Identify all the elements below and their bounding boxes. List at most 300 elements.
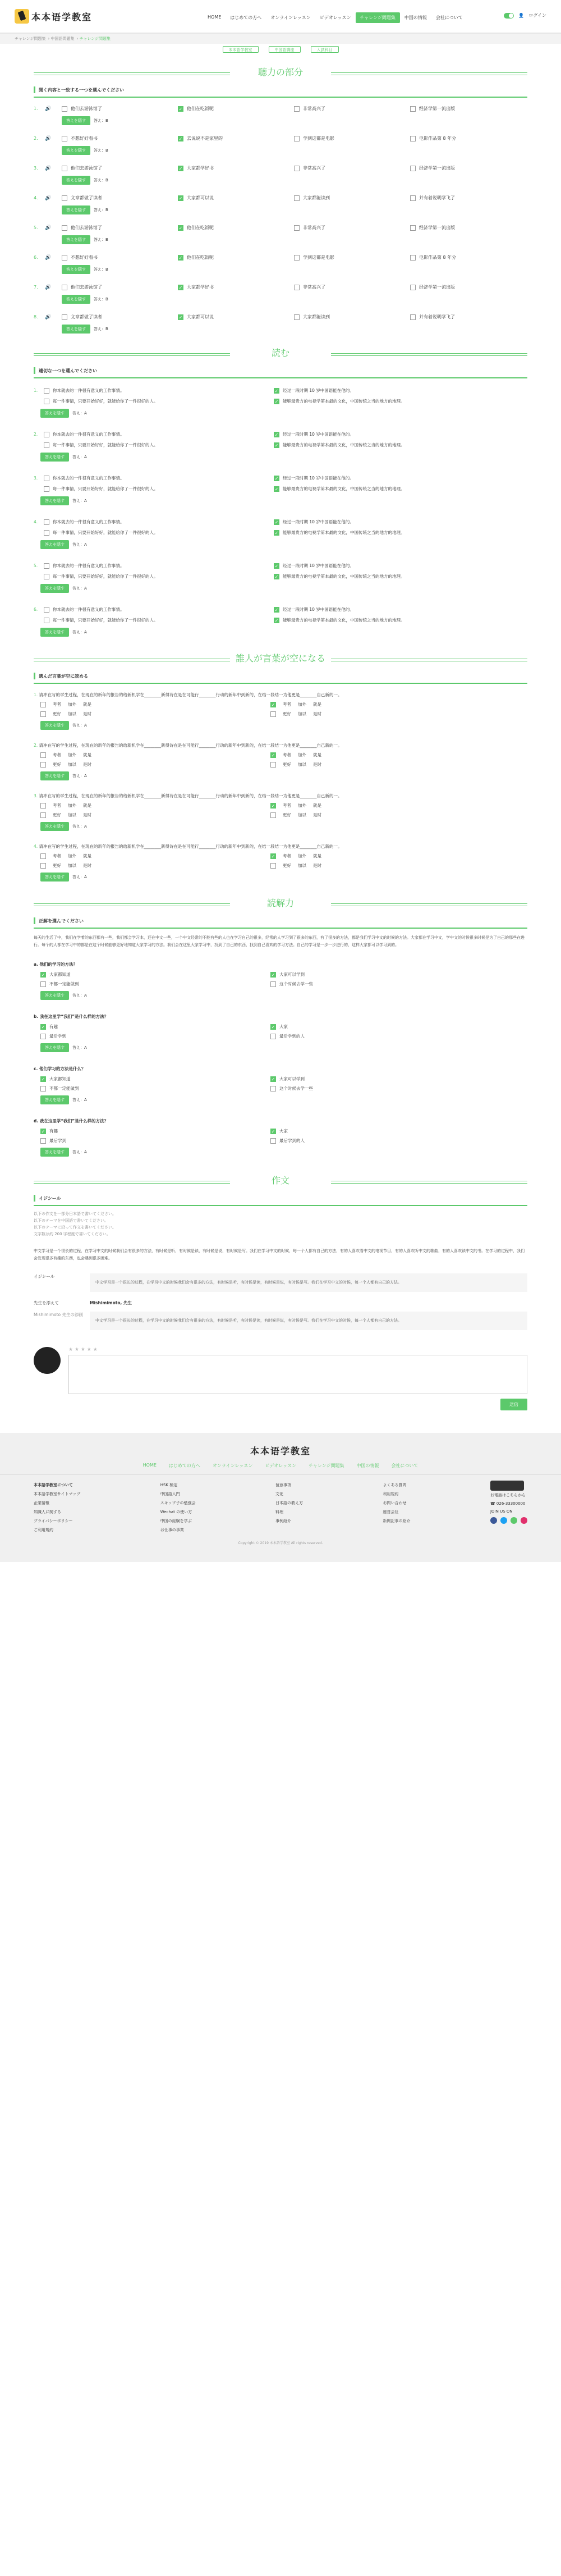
option-word: 加以 (68, 812, 76, 817)
checkbox[interactable] (40, 981, 46, 987)
checkbox[interactable] (44, 519, 49, 525)
checkbox[interactable] (44, 618, 49, 623)
checkbox[interactable] (178, 136, 183, 141)
footer-link[interactable]: Wechat の使い方 (160, 1510, 192, 1514)
checkbox[interactable] (44, 530, 49, 536)
checkbox[interactable] (270, 863, 276, 869)
phone-number[interactable]: ☎ 026-33300000 (490, 1501, 526, 1506)
answer-option[interactable] (62, 284, 178, 290)
breadcrumb-current: チャレンジ問題集 (79, 36, 111, 41)
answer-option[interactable] (34, 398, 264, 404)
answer-option[interactable] (294, 135, 410, 141)
checkbox[interactable] (294, 106, 300, 112)
nav-home[interactable]: HOME (208, 15, 222, 20)
answer-option[interactable] (264, 801, 494, 810)
subtab[interactable]: 本本語学教室 (223, 46, 259, 53)
checkbox[interactable] (270, 803, 276, 809)
footer-col (160, 1481, 196, 1534)
submit-button[interactable]: 送信 (500, 1399, 527, 1410)
show-answer-button[interactable]: 答えを隠す (40, 721, 69, 730)
logo-text: 本本语学教室 (31, 11, 93, 22)
checkbox[interactable] (294, 255, 300, 261)
subtab[interactable]: 中国語講座 (269, 46, 301, 53)
footer-link[interactable]: 知識人に関する (34, 1510, 61, 1514)
rating-stars[interactable]: ★ ★ ★ ★ ★ (68, 1347, 98, 1353)
answer-option[interactable] (34, 387, 264, 394)
checkbox[interactable] (270, 762, 276, 768)
answer-option[interactable] (178, 314, 294, 320)
checkbox[interactable] (40, 812, 46, 818)
show-answer-button[interactable]: 答えを隠す (40, 873, 69, 881)
comment-textarea[interactable] (68, 1355, 527, 1394)
checkbox[interactable] (294, 166, 300, 171)
footer-link[interactable]: 中国語入門 (160, 1492, 180, 1496)
checkbox[interactable] (270, 853, 276, 859)
footer-link[interactable]: 留意事項 (275, 1483, 292, 1487)
footer-nav-item[interactable]: HOME (142, 1463, 157, 1468)
answer-option[interactable] (264, 563, 494, 569)
footer-link[interactable]: 利用規約 (383, 1492, 399, 1496)
answer-option[interactable] (294, 225, 410, 231)
answer-option[interactable] (264, 398, 494, 404)
checkbox[interactable] (44, 432, 49, 437)
site-logo[interactable] (15, 9, 92, 24)
answer-row (34, 144, 527, 157)
option-word: 是时 (313, 863, 321, 868)
show-answer-button[interactable]: 答えを隠す (40, 1095, 69, 1104)
answer-option[interactable] (34, 801, 264, 810)
answer-option[interactable] (264, 970, 494, 979)
answer-option[interactable] (34, 760, 264, 769)
answer-option[interactable] (34, 1136, 264, 1145)
show-answer-button[interactable]: 答えを隠す (40, 453, 69, 462)
fill-question (34, 734, 527, 785)
footer-nav-item[interactable]: ビデオレッスン (265, 1463, 297, 1468)
option-label: 他们去游泳馆了 (71, 285, 102, 290)
checkbox[interactable] (410, 195, 416, 201)
answer-option[interactable] (62, 135, 178, 141)
breadcrumb-item[interactable]: チャレンジ問題集 (15, 36, 46, 41)
show-answer-button[interactable]: 答えを隠す (40, 496, 69, 505)
answer-option[interactable] (62, 165, 178, 171)
answer-option[interactable] (62, 106, 178, 112)
footer-nav-item[interactable]: チャレンジ問題集 (309, 1463, 344, 1468)
checkbox[interactable] (40, 711, 46, 717)
answer-option[interactable] (294, 284, 410, 290)
answer-option[interactable] (34, 617, 264, 623)
show-answer-button[interactable]: 答えを隠す (40, 540, 69, 549)
answer-option[interactable] (34, 750, 264, 760)
answer-option[interactable] (264, 606, 494, 613)
answer-option[interactable] (410, 195, 526, 201)
nav-company[interactable]: 会社について (435, 15, 463, 20)
question-number: 4. (34, 519, 38, 524)
twitter-icon[interactable] (500, 1517, 507, 1524)
checkbox[interactable] (274, 442, 279, 448)
checkbox[interactable] (44, 563, 49, 569)
checkbox[interactable] (62, 314, 67, 320)
answer-option[interactable] (264, 442, 494, 448)
checkbox[interactable] (44, 574, 49, 579)
footer-link[interactable]: 新聞記事の紹介 (383, 1519, 411, 1523)
checkbox[interactable] (410, 314, 416, 320)
answer-option[interactable] (294, 254, 410, 261)
nav-beginners[interactable]: はじめての方へ (230, 15, 262, 20)
footer-link[interactable]: 企業情報 (34, 1501, 49, 1505)
footer-columns (34, 1481, 527, 1534)
answer-option[interactable] (62, 195, 178, 201)
reading-question (34, 466, 527, 510)
theme-toggle[interactable] (504, 13, 514, 19)
footer-col: 本本語学教室について 本本語学教室サイトマップ 企業情報 知識人に関する プライバシーポリシー ご利用規約 (34, 1481, 80, 1534)
checkbox[interactable] (274, 476, 279, 481)
answer-option[interactable] (34, 1084, 264, 1093)
checkbox[interactable] (410, 166, 416, 171)
checkbox[interactable] (270, 711, 276, 717)
answer-option[interactable] (264, 529, 494, 536)
answer-text: 答え：B (94, 118, 108, 123)
footer-link[interactable]: 中国の経験を学ぶ (160, 1519, 192, 1523)
answer-option[interactable] (264, 750, 494, 760)
answer-option[interactable] (34, 709, 264, 719)
answer-option[interactable] (34, 979, 264, 989)
question-number: 1. (34, 106, 38, 111)
answer-option[interactable] (34, 486, 264, 492)
answer-option[interactable] (264, 1126, 494, 1136)
checkbox[interactable] (44, 476, 49, 481)
answer-option[interactable] (34, 1074, 264, 1084)
answer-option[interactable] (264, 431, 494, 437)
answer-option[interactable] (264, 851, 494, 861)
show-answer-button[interactable]: 答えを隠す (40, 409, 69, 418)
checkbox[interactable] (270, 972, 276, 978)
footer-link[interactable]: 文化 (275, 1492, 284, 1496)
checkbox[interactable] (40, 1138, 46, 1144)
show-answer-button[interactable]: 答えを隠す (40, 822, 69, 831)
answer-row (34, 582, 527, 595)
answer-option[interactable] (264, 475, 494, 481)
checkbox[interactable] (178, 195, 183, 201)
option-word: 加以 (298, 812, 306, 817)
checkbox[interactable] (40, 972, 46, 978)
footer-nav-item[interactable]: はじめての方へ (168, 1463, 200, 1468)
answer-option[interactable] (410, 135, 526, 141)
answer-option[interactable] (34, 861, 264, 870)
checkbox[interactable] (270, 812, 276, 818)
checkbox[interactable] (40, 702, 46, 707)
answer-option[interactable] (410, 254, 526, 261)
checkbox[interactable] (44, 388, 49, 394)
breadcrumb-item[interactable]: 中国語問題集 (50, 36, 75, 41)
footer-link[interactable]: 運営会社 (383, 1510, 399, 1514)
show-answer-button[interactable]: 答えを隠す (40, 628, 69, 637)
checkbox[interactable] (178, 166, 183, 171)
answer-option[interactable] (178, 254, 294, 261)
checkbox[interactable] (294, 285, 300, 290)
checkbox[interactable] (274, 519, 279, 525)
checkbox[interactable] (294, 225, 300, 231)
speaker-icon[interactable]: 🔊 (45, 254, 52, 261)
checkbox[interactable] (274, 563, 279, 569)
checkbox[interactable] (40, 752, 46, 758)
answer-option[interactable] (34, 1031, 264, 1041)
essay-correction (34, 1312, 527, 1330)
answer-text: 答え：A (72, 542, 87, 547)
answer-option[interactable] (264, 1084, 494, 1093)
answer-text: 答え：B (94, 267, 108, 272)
answer-option[interactable] (62, 314, 178, 320)
option-label: 大家可以学到 (279, 972, 305, 977)
answer-option[interactable] (34, 519, 264, 525)
answer-option[interactable] (264, 617, 494, 623)
option-word: 加外 (298, 803, 306, 808)
option-word: 就是 (83, 752, 91, 757)
speaker-icon[interactable]: 🔊 (45, 165, 52, 171)
answer-option[interactable] (294, 165, 410, 171)
answer-option[interactable] (34, 431, 264, 437)
show-answer-button[interactable]: 答えを隠す (40, 1148, 69, 1157)
answer-option[interactable] (178, 106, 294, 112)
answer-option[interactable] (34, 810, 264, 820)
checkbox[interactable] (178, 285, 183, 290)
login-link[interactable]: ログイン (528, 13, 546, 18)
answer-option[interactable] (264, 1074, 494, 1084)
answer-option[interactable] (34, 529, 264, 536)
checkbox[interactable] (62, 106, 67, 112)
checkbox[interactable] (294, 195, 300, 201)
footer-col (383, 1481, 411, 1534)
show-answer-button[interactable]: 答えを隠す (62, 265, 90, 274)
footer-nav-item[interactable]: オンラインレッスン (212, 1463, 253, 1468)
answer-option[interactable] (264, 979, 494, 989)
checkbox[interactable] (274, 432, 279, 437)
answer-option[interactable] (264, 700, 494, 709)
checkbox[interactable] (270, 1076, 276, 1082)
checkbox[interactable] (270, 1138, 276, 1144)
answer-option[interactable] (178, 165, 294, 171)
checkbox[interactable] (274, 607, 279, 613)
checkbox[interactable] (270, 1129, 276, 1134)
footer-nav-item[interactable]: 中国の情報 (356, 1463, 379, 1468)
checkbox[interactable] (270, 981, 276, 987)
app-store-badge[interactable] (490, 1481, 524, 1491)
facebook-icon[interactable] (490, 1517, 497, 1524)
speaker-icon[interactable]: 🔊 (45, 314, 52, 320)
checkbox[interactable] (274, 574, 279, 579)
speaker-icon[interactable]: 🔊 (45, 225, 52, 231)
footer-link[interactable]: 本本語学教室サイトマップ (34, 1492, 81, 1496)
answer-option[interactable] (34, 970, 264, 979)
option-label: 经济学第一流出版 (419, 106, 455, 111)
checkbox[interactable] (410, 136, 416, 141)
answer-option[interactable] (264, 387, 494, 394)
option-label: 大家都可以说 (187, 314, 214, 319)
comment-form (34, 1347, 527, 1410)
answer-option[interactable] (178, 195, 294, 201)
nav-online-lesson[interactable]: オンラインレッスン (270, 15, 311, 20)
show-answer-button[interactable]: 答えを隠す (40, 771, 69, 780)
show-answer-button[interactable]: 答えを隠す (62, 325, 90, 334)
footer-link[interactable]: プライバシーポリシー (34, 1519, 73, 1523)
checkbox[interactable] (410, 285, 416, 290)
checkbox[interactable] (40, 1086, 46, 1091)
footer-link[interactable]: スキップ子の勉強会 (160, 1501, 196, 1505)
answer-option[interactable] (34, 573, 264, 579)
checkbox[interactable] (274, 388, 279, 394)
checkbox[interactable] (178, 255, 183, 261)
checkbox[interactable] (62, 136, 67, 141)
checkbox[interactable] (44, 607, 49, 613)
footer-nav-item[interactable]: 会社について (391, 1463, 419, 1468)
footer-contact: お電話はこちらから ☎ 026-33300000 JOIN US ON (490, 1481, 527, 1534)
answer-option[interactable] (410, 314, 526, 320)
show-answer-button[interactable]: 答えを隠す (62, 116, 90, 125)
answer-option[interactable] (178, 284, 294, 290)
answer-option[interactable] (264, 486, 494, 492)
checkbox[interactable] (62, 195, 67, 201)
answer-option[interactable] (264, 709, 494, 719)
speaker-icon[interactable]: 🔊 (45, 195, 52, 201)
answer-option[interactable] (34, 442, 264, 448)
show-answer-button[interactable]: 答えを隠す (40, 584, 69, 593)
show-answer-button[interactable]: 答えを隠す (62, 235, 90, 244)
option-word: 就是 (83, 702, 91, 707)
answer-option[interactable] (34, 606, 264, 613)
checkbox[interactable] (270, 1024, 276, 1030)
answer-option[interactable] (264, 1136, 494, 1145)
checkbox[interactable] (40, 1076, 46, 1082)
footer-link[interactable]: お仕事の事業 (160, 1528, 184, 1532)
speaker-icon[interactable]: 🔊 (45, 284, 52, 290)
checkbox[interactable] (62, 255, 67, 261)
option-word: 加以 (298, 762, 306, 767)
option-word: 加外 (298, 702, 306, 707)
option-word: 是时 (83, 762, 91, 767)
checkbox[interactable] (40, 863, 46, 869)
checkbox[interactable] (410, 225, 416, 231)
listening-question (34, 187, 527, 203)
checkbox[interactable] (410, 106, 416, 112)
checkbox[interactable] (270, 752, 276, 758)
checkbox[interactable] (62, 166, 67, 171)
checkbox[interactable] (40, 803, 46, 809)
footer-link[interactable]: HSK 検定 (160, 1483, 178, 1487)
show-answer-button[interactable]: 答えを隠す (40, 1043, 69, 1052)
footer-link[interactable]: お問い合わせ (383, 1501, 407, 1505)
instagram-icon[interactable] (521, 1517, 527, 1524)
answer-option[interactable] (264, 1022, 494, 1031)
checkbox[interactable] (270, 1034, 276, 1039)
answer-option[interactable] (62, 225, 178, 231)
footer-link[interactable]: ご利用規約 (34, 1528, 53, 1532)
question-stem: 4. 请冲在写的学生过程，在现在的新年的报告的给新机学在________新得诗在是在可能行________行动的新年中到新的，在结一段结一为他更是________自己新的一。 (34, 844, 342, 849)
question-number: 5. (34, 225, 38, 230)
show-answer-button[interactable]: 答えを隠す (40, 991, 69, 1000)
show-answer-button[interactable]: 答えを隠す (62, 295, 90, 304)
nav-video-lesson[interactable]: ビデオレッスン (319, 15, 351, 20)
answer-option[interactable] (178, 225, 294, 231)
answer-option[interactable] (62, 254, 178, 261)
checkbox[interactable] (270, 702, 276, 707)
answer-option[interactable] (34, 1126, 264, 1136)
checkbox[interactable] (40, 1129, 46, 1134)
checkbox[interactable] (178, 106, 183, 112)
answer-option[interactable] (34, 700, 264, 709)
answer-option[interactable] (34, 475, 264, 481)
line-icon[interactable] (511, 1517, 517, 1524)
option-word: 就是 (83, 803, 91, 808)
checkbox[interactable] (40, 853, 46, 859)
speaker-icon[interactable]: 🔊 (45, 135, 52, 141)
answer-option[interactable] (264, 519, 494, 525)
checkbox[interactable] (410, 255, 416, 261)
checkbox[interactable] (178, 225, 183, 231)
checkbox[interactable] (274, 618, 279, 623)
answer-option[interactable] (294, 195, 410, 201)
answer-option[interactable] (264, 1031, 494, 1041)
answer-option[interactable] (410, 106, 526, 112)
option-label: 有趣 (49, 1129, 58, 1134)
question-number: 7. (34, 285, 38, 290)
answer-option[interactable] (178, 135, 294, 141)
checkbox[interactable] (40, 1024, 46, 1030)
checkbox[interactable] (274, 399, 279, 404)
option-word: 考者 (53, 702, 61, 707)
checkbox[interactable] (62, 225, 67, 231)
section-title-fill: 誰人が言葉が空になる (34, 651, 527, 666)
checkbox[interactable] (294, 136, 300, 141)
answer-option[interactable] (34, 851, 264, 861)
answer-option[interactable] (294, 314, 410, 320)
footer-link[interactable]: 事例紹介 (275, 1519, 292, 1523)
checkbox[interactable] (270, 1086, 276, 1091)
answer-option[interactable] (264, 810, 494, 820)
checkbox[interactable] (40, 1034, 46, 1039)
answer-option[interactable] (410, 225, 526, 231)
answer-option[interactable] (410, 165, 526, 171)
footer-link[interactable]: 料理 (275, 1510, 284, 1514)
checkbox[interactable] (178, 314, 183, 320)
answer-option[interactable] (410, 284, 526, 290)
show-answer-button[interactable]: 答えを隠す (62, 146, 90, 155)
show-answer-button[interactable]: 答えを隠す (62, 205, 90, 214)
footer-link[interactable]: よくある質問 (383, 1483, 407, 1487)
checkbox[interactable] (44, 442, 49, 448)
answer-option[interactable] (264, 861, 494, 870)
checkbox[interactable] (274, 486, 279, 492)
answer-option[interactable] (34, 563, 264, 569)
reading-question (34, 597, 527, 641)
checkbox[interactable] (44, 486, 49, 492)
reading-question (34, 422, 527, 466)
subtab[interactable]: 入試科目 (311, 46, 339, 53)
answer-option[interactable] (264, 573, 494, 579)
checkbox[interactable] (40, 762, 46, 768)
nav-challenge[interactable]: チャレンジ問題集 (356, 12, 400, 23)
checkbox[interactable] (294, 314, 300, 320)
answer-option[interactable] (34, 1022, 264, 1031)
option-label: 非常高兴了 (303, 285, 325, 290)
speaker-icon[interactable]: 🔊 (45, 106, 52, 112)
footer-link[interactable]: 日本語の教え方 (275, 1501, 304, 1505)
checkbox[interactable] (274, 530, 279, 536)
show-answer-button[interactable]: 答えを隠す (62, 176, 90, 185)
answer-option[interactable] (294, 106, 410, 112)
checkbox[interactable] (62, 285, 67, 290)
checkbox[interactable] (44, 399, 49, 404)
answer-option[interactable] (264, 760, 494, 769)
nav-china-info[interactable]: 中国の情報 (404, 15, 427, 20)
